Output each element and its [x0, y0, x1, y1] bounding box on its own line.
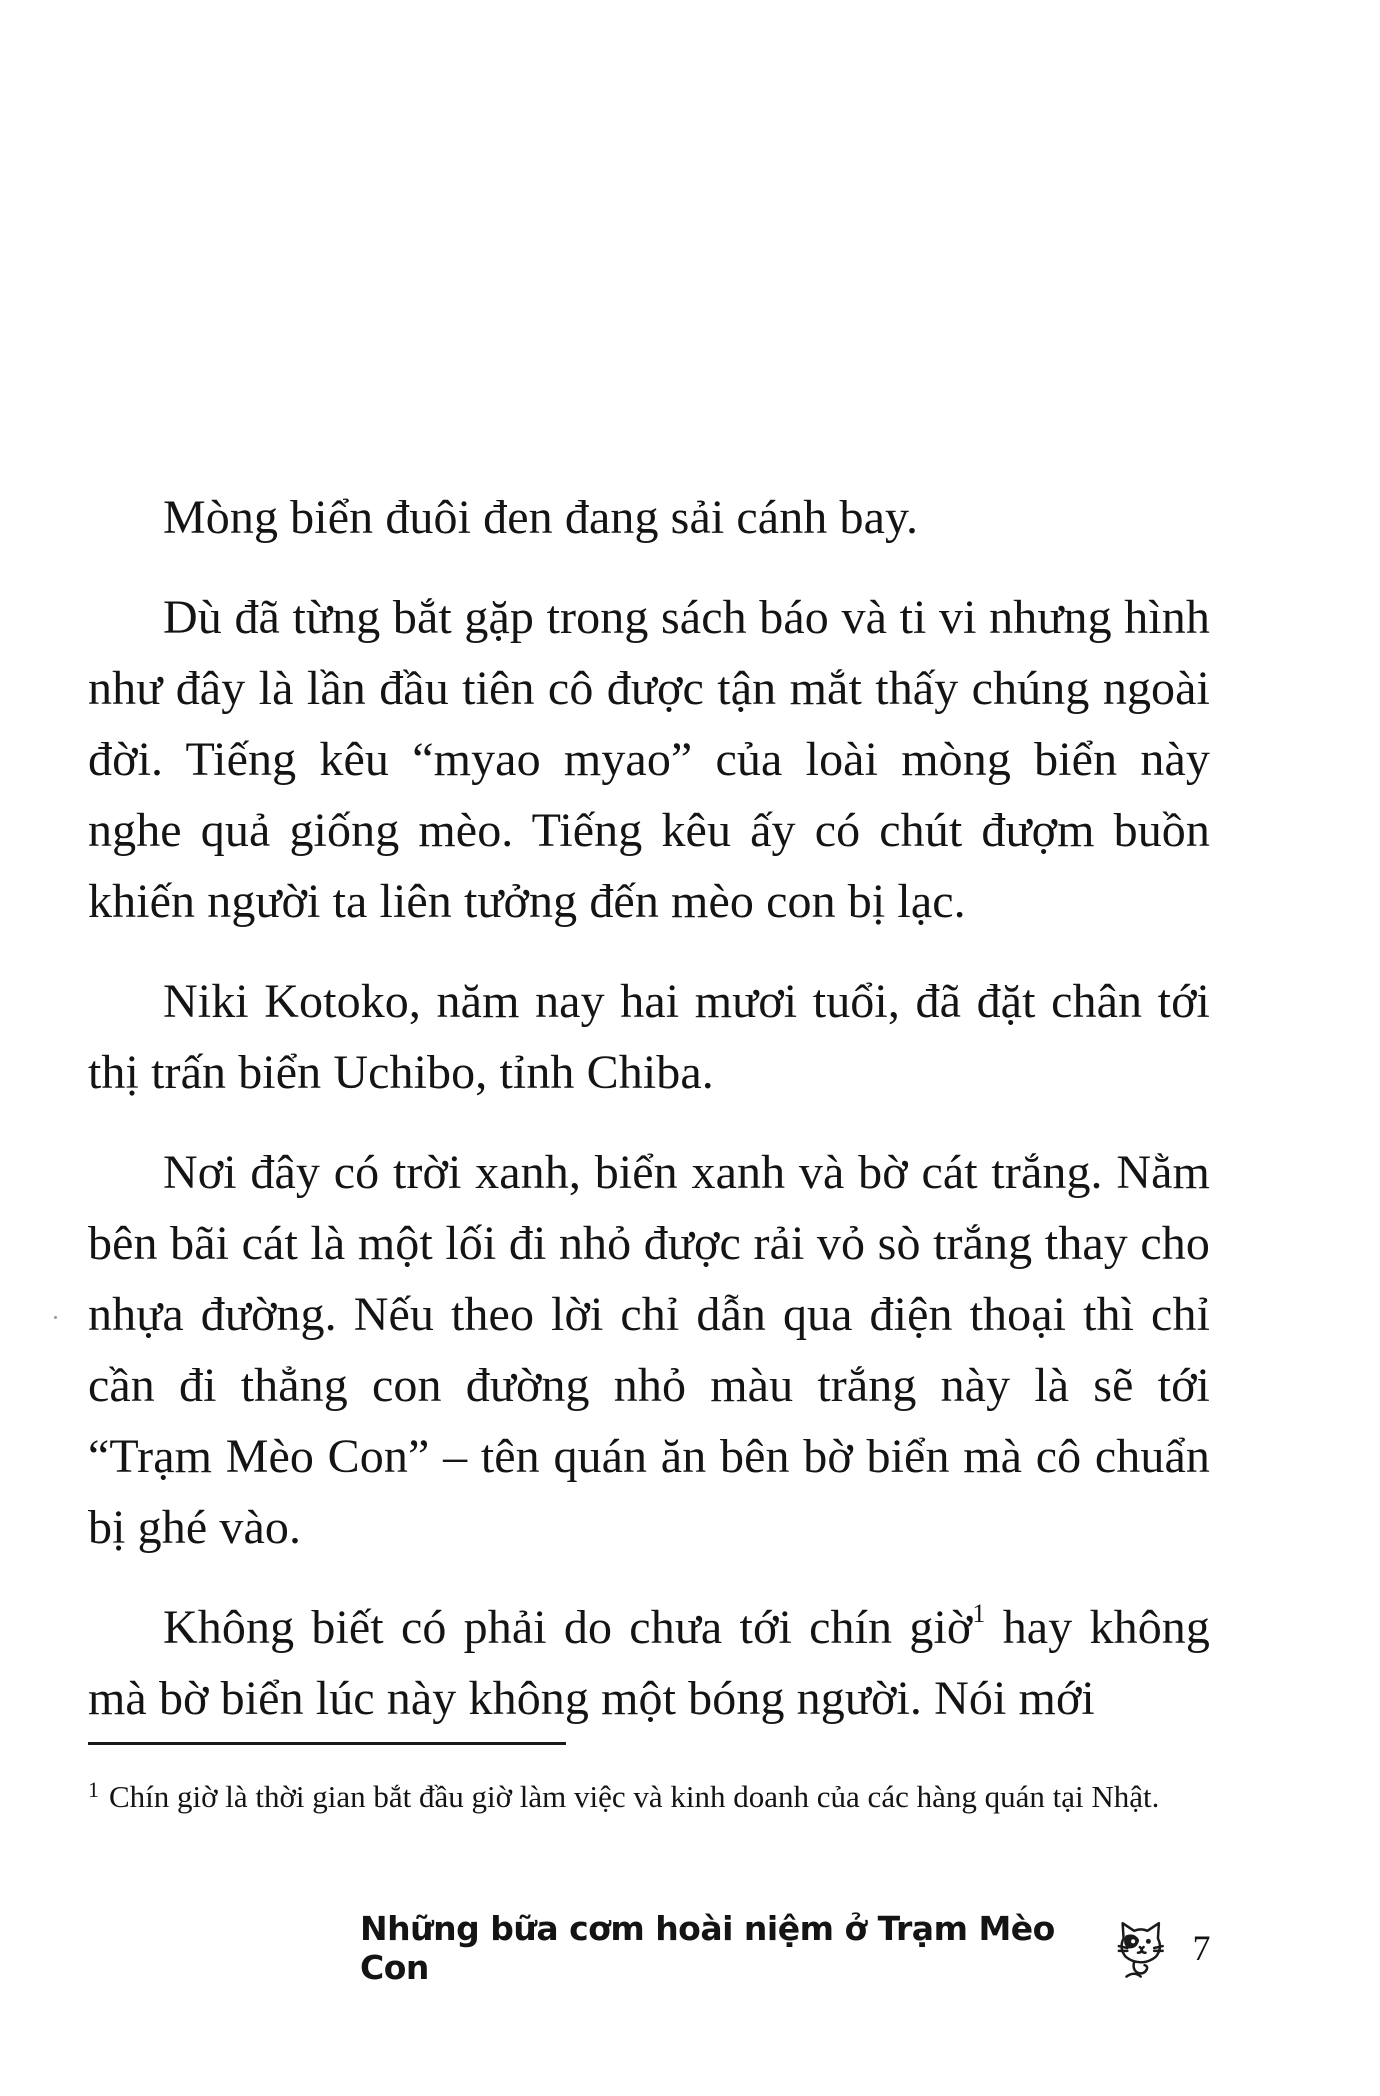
paragraph: Nơi đây có trời xanh, biển xanh và bờ cát trắng. Nằm bên bãi cát là một lối đi nhỏ được rải vỏ sò trắng thay cho nhựa đường. Nếu theo lời chỉ dẫn qua điện thoại thì chỉ cần đi thẳng con đường nhỏ màu trắng này là sẽ tới “Trạm Mèo Con” – tên quán ăn bên bờ biển mà cô chuẩn bị ghé vào.	[88, 1146, 1210, 1554]
paragraph-text: Không biết có phải do chưa tới chín giờ	[163, 1601, 973, 1654]
book-title: Những bữa cơm hoài niệm ở Trạm Mèo Con	[360, 1909, 1055, 1987]
footnote	[88, 1772, 1208, 1825]
cat-face-icon	[1115, 1916, 1167, 1980]
page-number: 7	[1192, 1928, 1210, 1968]
footnote-divider	[88, 1742, 566, 1745]
print-speck	[54, 1316, 57, 1319]
paragraph: Niki Kotoko, năm nay hai mươi tuổi, đã đặt chân tới thị trấn biển Uchibo, tỉnh Chiba.	[88, 975, 1210, 1099]
paragraph: Mòng biển đuôi đen đang sải cánh bay.	[163, 491, 919, 544]
footnote-reference: 1	[972, 1599, 986, 1628]
running-footer	[360, 1909, 1210, 1987]
footnote-text: Chín giờ là thời gian bắt đầu giờ làm việc và kinh doanh của các hàng quán tại Nhật.	[109, 1779, 1160, 1814]
paragraph-text: hay không mà bờ biển lúc này không một bóng người. Nói mới	[88, 1601, 1210, 1725]
paragraph: Dù đã từng bắt gặp trong sách báo và ti vi nhưng hình như đây là lần đầu tiên cô được tận mắt thấy chúng ngoài đời. Tiếng kêu “myao myao” của loài mòng biển này nghe quả giống mèo. Tiếng kêu ấy có chút đượm buồn khiến người ta liên tưởng đến mèo con bị lạc.	[88, 591, 1210, 928]
footnote-mark: 1	[88, 1777, 99, 1802]
paragraph-with-footnote-ref	[88, 1592, 1210, 1734]
body-text	[88, 482, 1210, 1734]
